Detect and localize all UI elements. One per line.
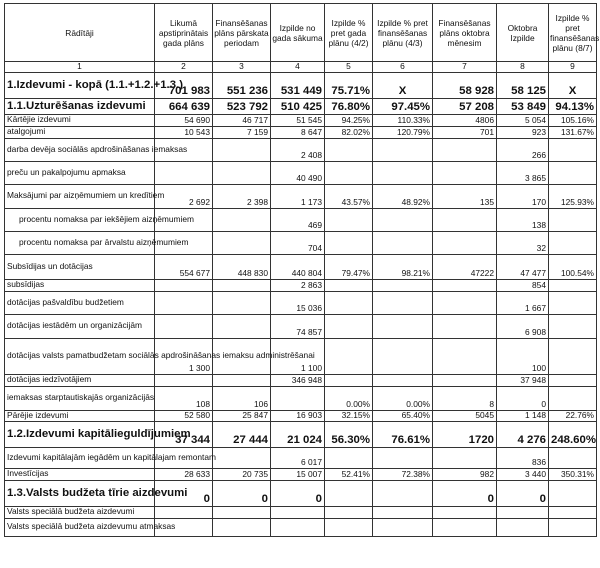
row-value <box>155 161 213 184</box>
row-value: 923 <box>497 126 549 138</box>
row-value: 7 159 <box>213 126 271 138</box>
row-value: 440 804 <box>271 254 325 279</box>
table-row <box>5 410 597 421</box>
row-value <box>325 506 373 518</box>
table-body <box>5 72 597 536</box>
row-value <box>325 518 373 536</box>
row-value: 76.61% <box>373 421 433 447</box>
row-value <box>373 447 433 468</box>
row-value: 72.38% <box>373 468 433 480</box>
row-value: 701 983 <box>155 72 213 98</box>
row-value <box>373 314 433 338</box>
row-value: 27 444 <box>213 421 271 447</box>
row-label: dotācijas iestādēm un organizācijām <box>5 314 155 338</box>
row-value <box>433 518 497 536</box>
row-label: Izdevumi kapitālajām iegādēm un kapitālajam remontam <box>5 447 155 468</box>
row-value: 52.41% <box>325 468 373 480</box>
row-label: iemaksas starptautiskajās organizācijās <box>5 386 155 410</box>
row-value <box>373 374 433 386</box>
row-value: 125.93% <box>549 184 597 208</box>
row-value: 43.57% <box>325 184 373 208</box>
row-value <box>373 161 433 184</box>
budget-execution-table <box>4 3 600 537</box>
row-value <box>433 161 497 184</box>
row-value: 0 <box>271 480 325 506</box>
row-value: 20 735 <box>213 468 271 480</box>
row-value <box>213 518 271 536</box>
row-value <box>325 138 373 161</box>
row-value: 701 <box>433 126 497 138</box>
row-value <box>433 231 497 254</box>
budget-table-container <box>4 3 600 537</box>
row-value <box>213 231 271 254</box>
row-value: 100 <box>497 338 549 374</box>
row-value: 1720 <box>433 421 497 447</box>
row-value: 6 908 <box>497 314 549 338</box>
table-row <box>5 138 597 161</box>
row-value: 37 344 <box>155 421 213 447</box>
row-value: 37 948 <box>497 374 549 386</box>
column-number-row <box>5 62 597 73</box>
row-value: 664 639 <box>155 98 213 114</box>
row-value <box>271 518 325 536</box>
row-value: 120.79% <box>373 126 433 138</box>
row-value <box>213 506 271 518</box>
row-value <box>433 506 497 518</box>
table-row <box>5 421 597 447</box>
row-value <box>325 231 373 254</box>
row-label: 1.2.Izdevumi kapitālieguldījumiem <box>5 421 155 447</box>
row-value <box>373 279 433 291</box>
row-value: 266 <box>497 138 549 161</box>
row-value: 15 007 <box>271 468 325 480</box>
header-col-pct-annual: Izpilde % pret gada plānu (4/2) <box>325 4 373 62</box>
table-row <box>5 338 597 374</box>
row-value: 3 865 <box>497 161 549 184</box>
row-value: 46 717 <box>213 114 271 126</box>
row-value: 469 <box>271 208 325 231</box>
row-value <box>373 291 433 314</box>
header-col-october-execution: Oktobra Izpilde <box>497 4 549 62</box>
row-value <box>155 374 213 386</box>
row-label: 1.3.Valsts budžeta tīrie aizdevumi <box>5 480 155 506</box>
row-value <box>325 161 373 184</box>
row-value: 248.60% <box>549 421 597 447</box>
row-value <box>373 208 433 231</box>
row-value <box>373 518 433 536</box>
table-row <box>5 231 597 254</box>
row-value <box>549 374 597 386</box>
row-value: 1 173 <box>271 184 325 208</box>
row-value: 75.71% <box>325 72 373 98</box>
row-value <box>213 138 271 161</box>
row-value: 10 543 <box>155 126 213 138</box>
row-value: 108 <box>155 386 213 410</box>
row-value: 32.15% <box>325 410 373 421</box>
row-value: 47222 <box>433 254 497 279</box>
row-value: 74 857 <box>271 314 325 338</box>
row-value <box>549 338 597 374</box>
row-value: 5 054 <box>497 114 549 126</box>
row-value <box>373 231 433 254</box>
table-row <box>5 314 597 338</box>
row-label: 1.1.Uzturēšanas izdevumi <box>5 98 155 114</box>
row-value <box>155 279 213 291</box>
column-number: 7 <box>433 62 497 73</box>
table-row <box>5 161 597 184</box>
row-value: 2 408 <box>271 138 325 161</box>
row-value: 1 100 <box>271 338 325 374</box>
row-label: procentu nomaksa par iekšējiem aizņēmumiem <box>5 208 155 231</box>
row-value <box>433 314 497 338</box>
row-value <box>549 506 597 518</box>
column-number: 9 <box>549 62 597 73</box>
row-value: 94.25% <box>325 114 373 126</box>
row-label: 1.Izdevumi - kopā (1.1.+1.2.+1.3.) <box>5 72 155 98</box>
row-value: 346 948 <box>271 374 325 386</box>
row-value: 0 <box>433 480 497 506</box>
row-value <box>433 447 497 468</box>
row-value: 131.67% <box>549 126 597 138</box>
table-row <box>5 447 597 468</box>
row-label: procentu nomaksa par ārvalstu aizņēmumiem <box>5 231 155 254</box>
row-label: dotācijas iedzīvotājiem <box>5 374 155 386</box>
row-value <box>325 208 373 231</box>
table-row <box>5 468 597 480</box>
row-value: X <box>549 72 597 98</box>
row-value: 448 830 <box>213 254 271 279</box>
row-value: 100.54% <box>549 254 597 279</box>
table-row <box>5 480 597 506</box>
row-value <box>155 506 213 518</box>
table-row <box>5 279 597 291</box>
row-value: 1 300 <box>155 338 213 374</box>
row-value: 531 449 <box>271 72 325 98</box>
row-label: Investīcijas <box>5 468 155 480</box>
row-value: 106 <box>213 386 271 410</box>
row-value: 4 276 <box>497 421 549 447</box>
row-value: 0.00% <box>325 386 373 410</box>
row-value: 52 580 <box>155 410 213 421</box>
row-value: 0 <box>155 480 213 506</box>
row-value: 53 849 <box>497 98 549 114</box>
row-value: 94.13% <box>549 98 597 114</box>
row-value: 854 <box>497 279 549 291</box>
row-value: 58 928 <box>433 72 497 98</box>
header-col-pct-october: Izpilde % pret finansēšanas plānu (8/7) <box>549 4 597 62</box>
row-value <box>271 386 325 410</box>
row-value: 105.16% <box>549 114 597 126</box>
row-value <box>373 338 433 374</box>
row-value: 82.02% <box>325 126 373 138</box>
row-value: 551 236 <box>213 72 271 98</box>
row-value <box>325 447 373 468</box>
row-value <box>433 338 497 374</box>
table-row <box>5 386 597 410</box>
table-row <box>5 291 597 314</box>
row-value: 5045 <box>433 410 497 421</box>
table-row <box>5 114 597 126</box>
row-value: 0 <box>497 386 549 410</box>
row-value: 47 477 <box>497 254 549 279</box>
row-label: dotācijas valsts pamatbudžetam sociālās apdrošināšanas iemaksu administrēšanai <box>5 338 155 374</box>
row-value: 79.47% <box>325 254 373 279</box>
row-value: 0 <box>213 480 271 506</box>
row-label: preču un pakalpojumu apmaksa <box>5 161 155 184</box>
row-label: subsīdijas <box>5 279 155 291</box>
row-value: 56.30% <box>325 421 373 447</box>
row-value <box>549 208 597 231</box>
header-col-ytd-execution: Izpilde no gada sākuma <box>271 4 325 62</box>
row-value: 22.76% <box>549 410 597 421</box>
row-label: dotācijas pašvaldību budžetiem <box>5 291 155 314</box>
row-value: 28 633 <box>155 468 213 480</box>
row-value <box>497 518 549 536</box>
row-label: Valsts speciālā budžeta aizdevumu atmaksas <box>5 518 155 536</box>
row-value <box>213 161 271 184</box>
row-value <box>213 374 271 386</box>
table-row <box>5 184 597 208</box>
row-value <box>549 480 597 506</box>
row-value <box>213 279 271 291</box>
row-value: 6 017 <box>271 447 325 468</box>
row-value <box>325 338 373 374</box>
row-value: 3 440 <box>497 468 549 480</box>
row-value <box>373 506 433 518</box>
row-value <box>155 291 213 314</box>
row-value: 2 692 <box>155 184 213 208</box>
row-value: 138 <box>497 208 549 231</box>
row-value <box>549 231 597 254</box>
column-number: 2 <box>155 62 213 73</box>
row-value: 8 <box>433 386 497 410</box>
row-label: Pārējie izdevumi <box>5 410 155 421</box>
row-value: 4806 <box>433 114 497 126</box>
header-label-col: Rādītāji <box>5 4 155 62</box>
row-value <box>433 138 497 161</box>
row-value: 1 667 <box>497 291 549 314</box>
row-value <box>213 314 271 338</box>
row-value <box>325 279 373 291</box>
row-value <box>271 506 325 518</box>
header-col-annual-plan: Likumā apstiprinātais gada plāns <box>155 4 213 62</box>
column-number: 1 <box>5 62 155 73</box>
table-row <box>5 374 597 386</box>
row-value: 32 <box>497 231 549 254</box>
row-value <box>325 374 373 386</box>
column-number: 4 <box>271 62 325 73</box>
column-number: 8 <box>497 62 549 73</box>
row-value: 76.80% <box>325 98 373 114</box>
row-value <box>213 447 271 468</box>
row-label: darba devēja sociālās apdrošināšanas iemaksas <box>5 138 155 161</box>
row-value: 110.33% <box>373 114 433 126</box>
row-value: 836 <box>497 447 549 468</box>
row-value: 704 <box>271 231 325 254</box>
row-label: Maksājumi par aizņēmumiem un kredītiem <box>5 184 155 208</box>
row-value <box>549 314 597 338</box>
row-label: Subsīdijas un dotācijas <box>5 254 155 279</box>
row-value: 8 647 <box>271 126 325 138</box>
row-value: 97.45% <box>373 98 433 114</box>
row-value: 1 148 <box>497 410 549 421</box>
table-row <box>5 254 597 279</box>
row-value: 54 690 <box>155 114 213 126</box>
row-value: 510 425 <box>271 98 325 114</box>
row-value <box>213 291 271 314</box>
row-value: 982 <box>433 468 497 480</box>
row-value <box>549 518 597 536</box>
row-value <box>433 208 497 231</box>
row-value: 523 792 <box>213 98 271 114</box>
row-value <box>433 291 497 314</box>
row-value: 350.31% <box>549 468 597 480</box>
header-col-october-plan: Finansēšanas plāns oktobra mēnesim <box>433 4 497 62</box>
row-value: 0.00% <box>373 386 433 410</box>
table-row <box>5 506 597 518</box>
row-value <box>433 374 497 386</box>
row-value <box>325 480 373 506</box>
table-row <box>5 72 597 98</box>
row-value: 48.92% <box>373 184 433 208</box>
row-value: 25 847 <box>213 410 271 421</box>
row-value: 170 <box>497 184 549 208</box>
row-value: 51 545 <box>271 114 325 126</box>
row-value: 554 677 <box>155 254 213 279</box>
row-value: 98.21% <box>373 254 433 279</box>
row-value <box>325 291 373 314</box>
row-value: 2 398 <box>213 184 271 208</box>
column-number: 5 <box>325 62 373 73</box>
row-value <box>213 208 271 231</box>
row-value <box>549 447 597 468</box>
table-row <box>5 518 597 536</box>
row-label: Valsts speciālā budžeta aizdevumi <box>5 506 155 518</box>
column-number: 3 <box>213 62 271 73</box>
table-row <box>5 126 597 138</box>
row-value <box>373 480 433 506</box>
header-row <box>5 4 597 62</box>
row-label: atalgojumi <box>5 126 155 138</box>
column-number: 6 <box>373 62 433 73</box>
row-value <box>155 314 213 338</box>
row-value: X <box>373 72 433 98</box>
row-value <box>549 138 597 161</box>
header-col-pct-period: Izpilde % pret finansēšanas plānu (4/3) <box>373 4 433 62</box>
row-value <box>549 161 597 184</box>
row-value <box>497 506 549 518</box>
row-value <box>549 279 597 291</box>
row-value: 15 036 <box>271 291 325 314</box>
row-value: 21 024 <box>271 421 325 447</box>
row-value: 16 903 <box>271 410 325 421</box>
row-value: 57 208 <box>433 98 497 114</box>
row-value: 65.40% <box>373 410 433 421</box>
row-label: Kārtējie izdevumi <box>5 114 155 126</box>
row-value <box>549 386 597 410</box>
row-value <box>433 279 497 291</box>
row-value: 58 125 <box>497 72 549 98</box>
table-row <box>5 208 597 231</box>
table-row <box>5 98 597 114</box>
row-value: 40 490 <box>271 161 325 184</box>
row-value <box>325 314 373 338</box>
row-value <box>373 138 433 161</box>
row-value: 135 <box>433 184 497 208</box>
row-value <box>549 291 597 314</box>
header-col-period-plan: Finansēšanas plāns pārskata periodam <box>213 4 271 62</box>
row-value: 0 <box>497 480 549 506</box>
row-value: 2 863 <box>271 279 325 291</box>
